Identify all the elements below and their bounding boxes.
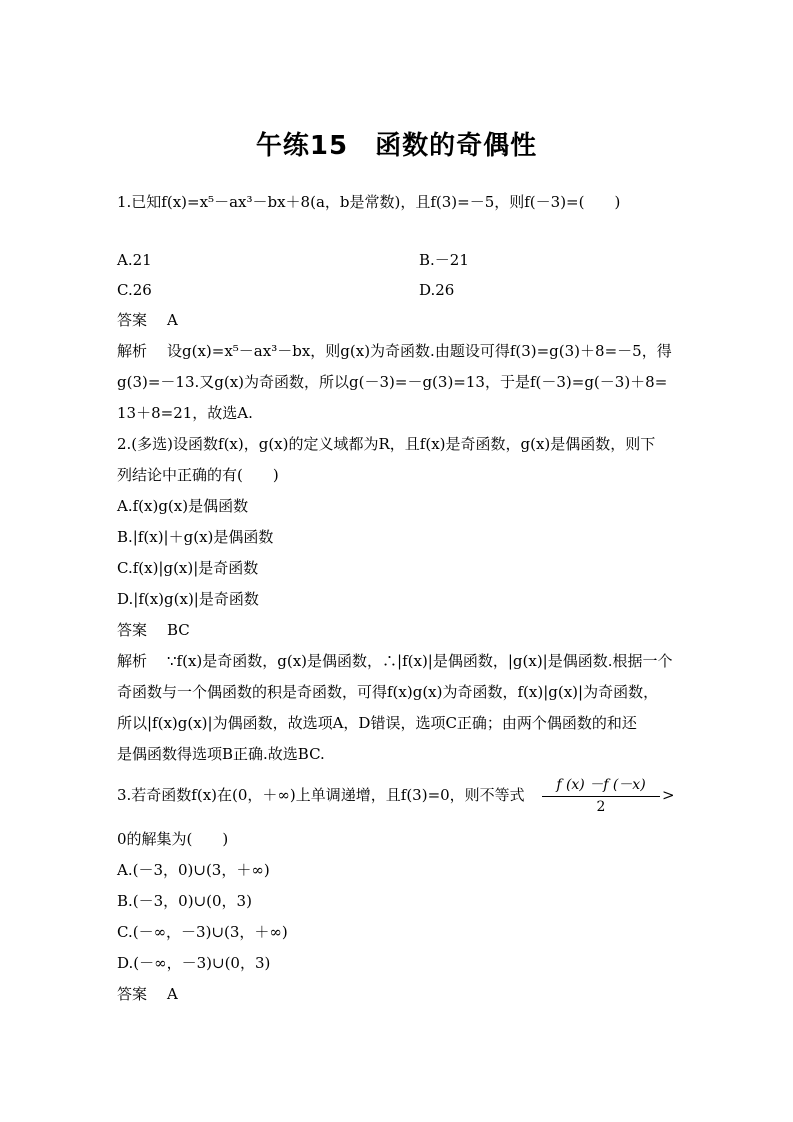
q2-stem-line-2: 列结论中正确的有( )	[117, 466, 279, 484]
q2-option-d: D.|f(x)g(x)|是奇函数	[117, 590, 259, 608]
q1-stem: 1.已知f(x)=x⁵－ax³－bx＋8(a，b是常数)，且f(3)=－5，则f(－3)=( )	[117, 193, 621, 211]
q3-answer-row	[117, 984, 178, 1004]
q1-analysis-line-2: g(3)=－13.又g(x)为奇函数，所以g(－3)=－g(3)=13，于是f(－3)=g(－3)＋8=	[117, 373, 668, 391]
q2-analysis-text-1: ∵f(x)是奇函数，g(x)是偶函数，∴|f(x)|是偶函数，|g(x)|是偶函数.根据一个	[167, 652, 673, 670]
q1-analysis-line-1	[117, 341, 672, 361]
q2-stem-line-1: 2.(多选)设函数f(x)，g(x)的定义域都为R，且f(x)是奇函数，g(x)是偶函数，则下	[117, 435, 656, 453]
q1-analysis-line-3: 13＋8=21，故选A.	[117, 404, 253, 422]
q2-analysis-line-4: 是偶函数得选项B正确.故选BC.	[117, 745, 325, 763]
q1-answer-label: 答案	[117, 311, 148, 329]
q2-analysis-line-3: 所以|f(x)g(x)|为偶函数，故选项A，D错误，选项C正确；由两个偶函数的和还	[117, 714, 637, 732]
q3-fraction-numerator: f (x) －f (－x)	[556, 777, 646, 793]
q1-analysis-label: 解析	[117, 342, 148, 360]
q2-option-b: B.|f(x)|＋g(x)是偶函数	[117, 528, 274, 546]
q1-option-c: C.26	[117, 281, 152, 299]
q3-stem-start: 3.若奇函数f(x)在(0，＋∞)上单调递增，且f(3)=0，则不等式	[117, 786, 525, 804]
q2-option-c: C.f(x)|g(x)|是奇函数	[117, 559, 259, 577]
page-title: 午练15 函数的奇偶性	[255, 131, 538, 161]
q2-analysis-line-2: 奇函数与一个偶函数的积是奇函数，可得f(x)g(x)为奇函数，f(x)|g(x)|为奇函数，	[117, 683, 659, 701]
q2-answer-row	[117, 620, 190, 640]
q3-option-d: D.(－∞，－3)∪(0，3)	[117, 954, 271, 972]
q2-analysis-label: 解析	[117, 652, 148, 670]
q2-answer-label: 答案	[117, 621, 148, 639]
q1-answer: A	[167, 311, 178, 329]
q3-greater-than-sign: >	[662, 786, 675, 804]
q1-option-b: B.－21	[419, 251, 469, 269]
q3-fraction-denominator: 2	[596, 799, 606, 815]
q1-answer-row	[117, 310, 178, 330]
q2-option-a: A.f(x)g(x)是偶函数	[117, 497, 249, 515]
q2-analysis-line-1	[117, 651, 673, 671]
q3-answer: A	[167, 985, 178, 1003]
q3-fraction	[540, 776, 662, 816]
q3-option-c: C.(－∞，－3)∪(3，＋∞)	[117, 923, 288, 941]
q3-answer-label: 答案	[117, 985, 148, 1003]
q3-option-a: A.(－3，0)∪(3，＋∞)	[117, 861, 270, 879]
q1-option-d: D.26	[419, 281, 455, 299]
q1-option-a: A.21	[117, 251, 152, 269]
q2-answer: BC	[167, 621, 190, 639]
q3-fraction-bar	[542, 796, 660, 797]
q3-option-b: B.(－3，0)∪(0，3)	[117, 892, 252, 910]
q1-analysis-text-1: 设g(x)=x⁵－ax³－bx，则g(x)为奇函数.由题设可得f(3)=g(3)＋8=－5，得	[167, 342, 672, 360]
q3-stem-end: 0的解集为( )	[117, 830, 229, 848]
